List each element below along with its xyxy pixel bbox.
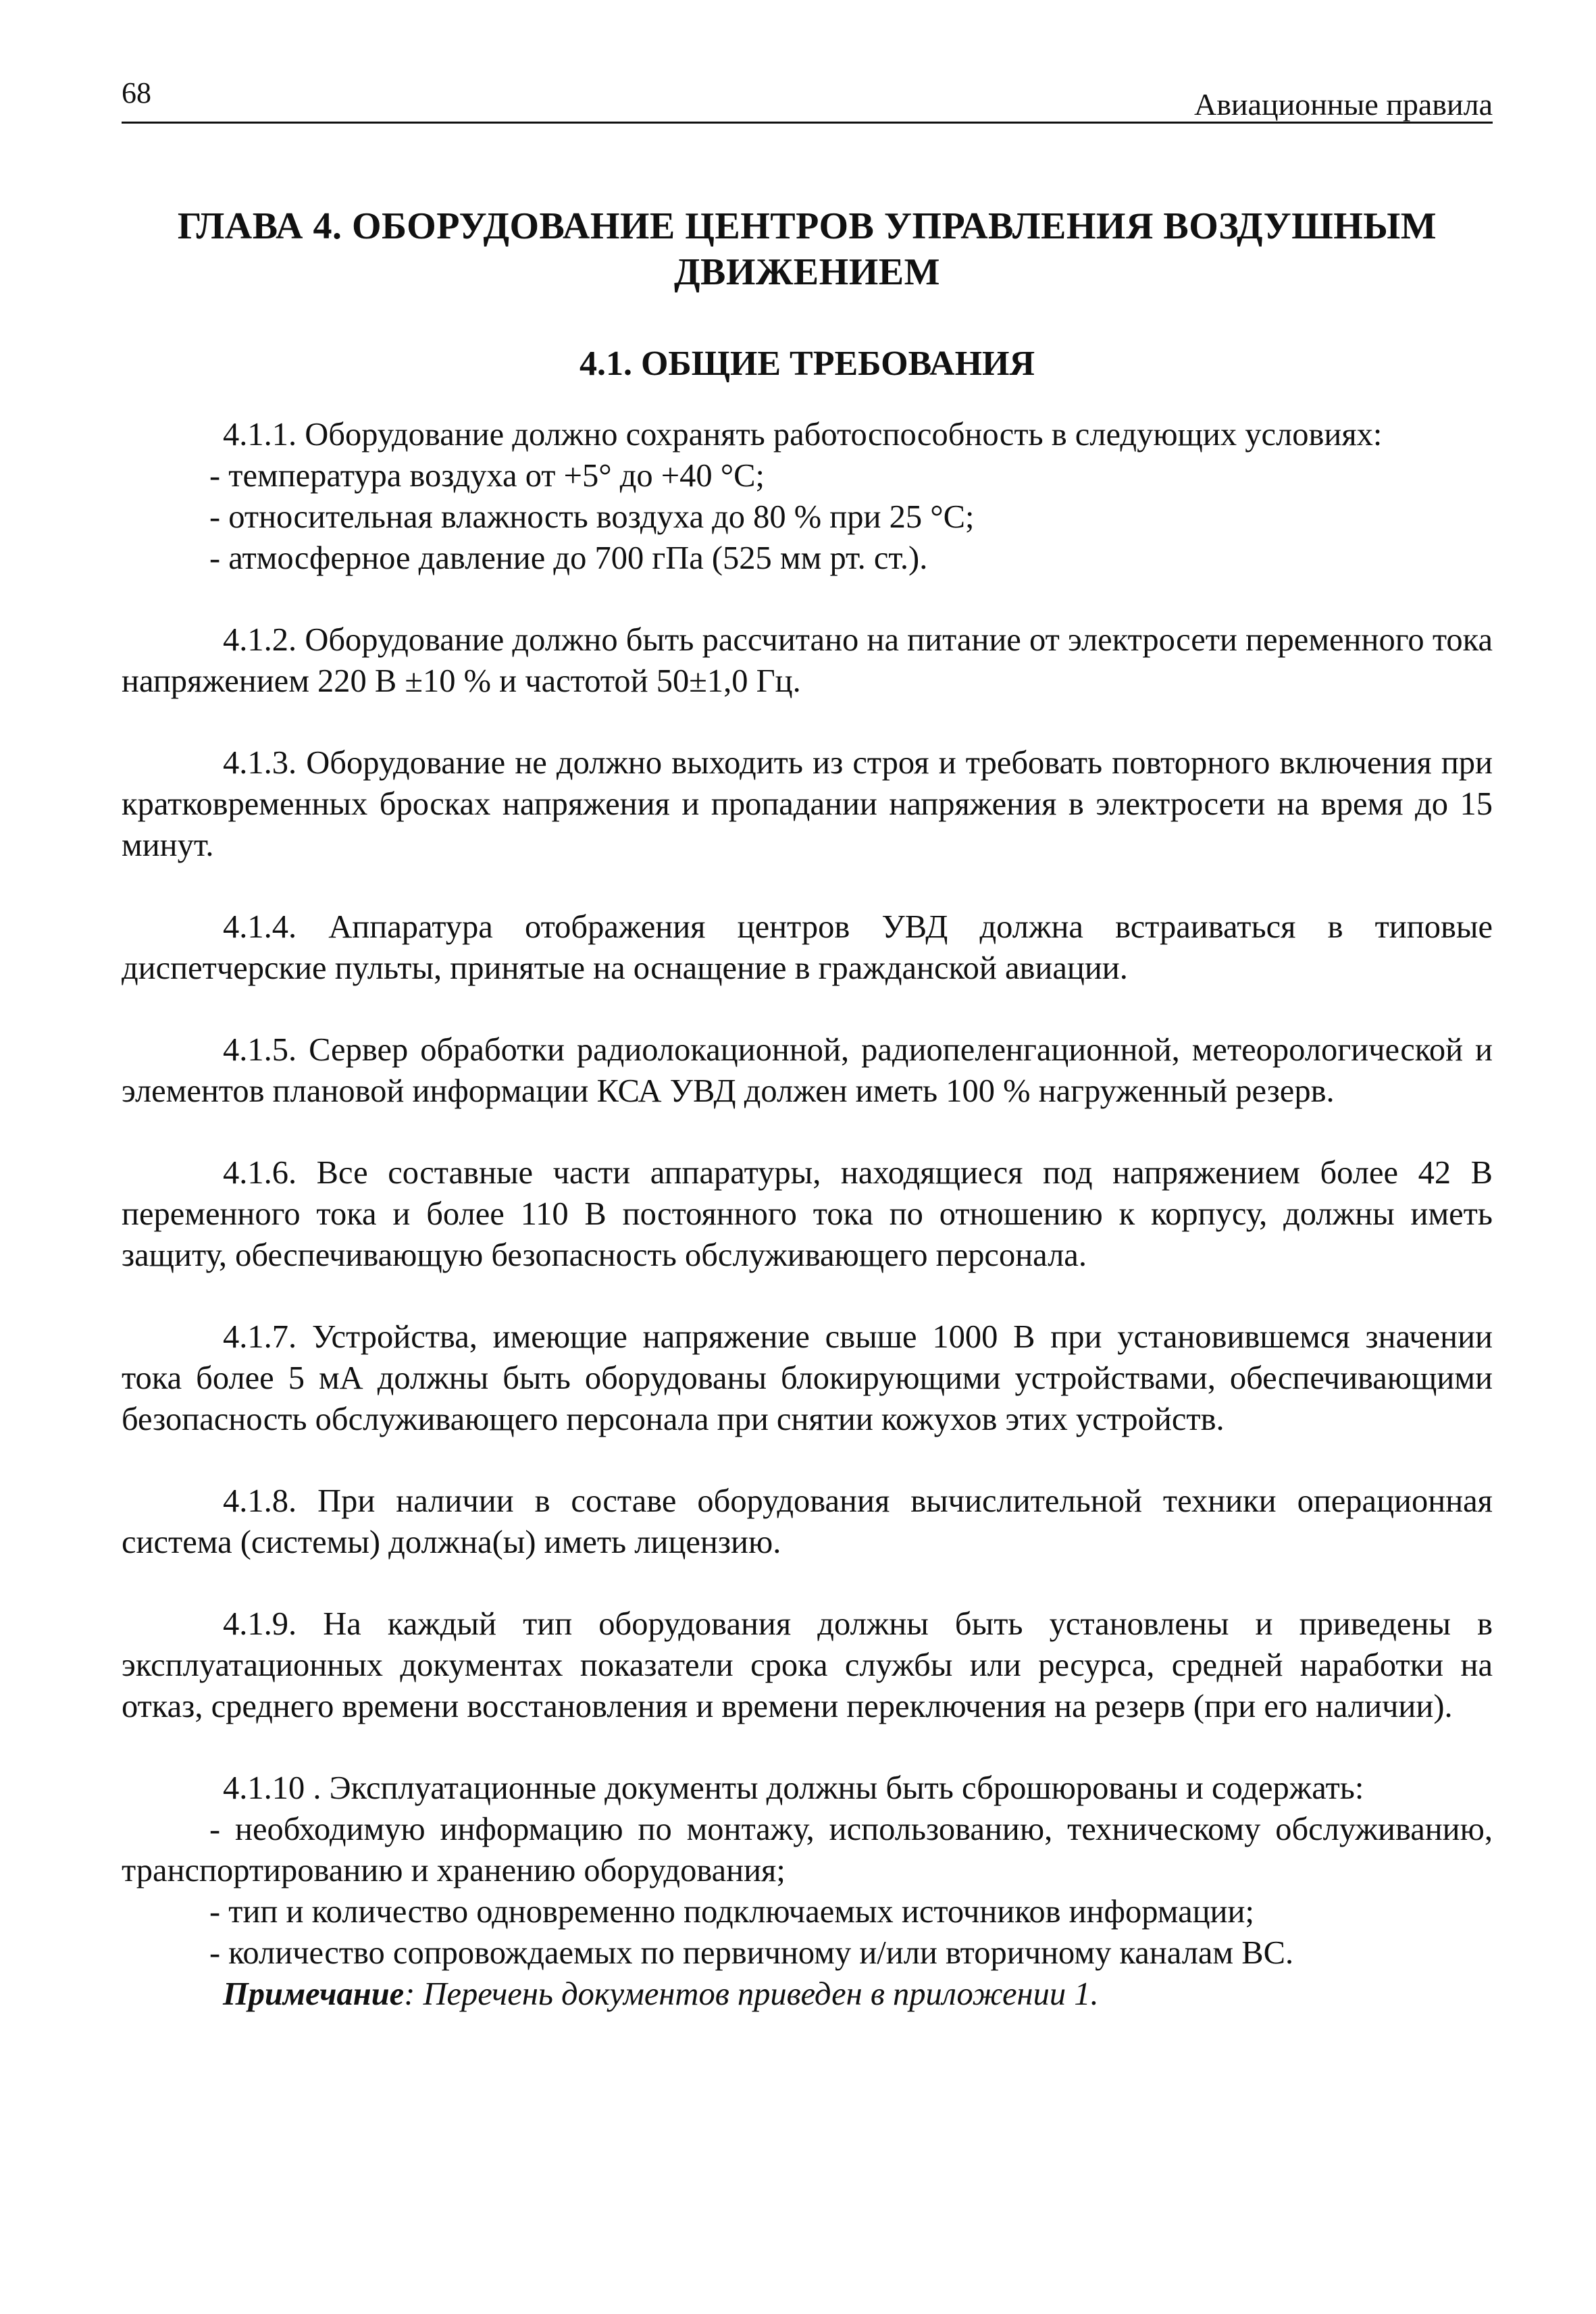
paragraph-4-1-5: 4.1.5. Сервер обработки радиолокационной, радиопеленгационной, метеорологической и элементов плановой информации КСА УВД должен иметь 100 % нагруженный резерв. (122, 1032, 1493, 1109)
paragraph-4-1-7: 4.1.7. Устройства, имеющие напряжение свыше 1000 В при установившемся значении тока более 5 мА должны быть оборудованы блокирующими устройствами, обеспечивающими безопасность обслуживающего персонала при снятии кожухов этих устройств. (122, 1319, 1493, 1437)
note-text: : Перечень документов приведен в приложении 1. (404, 1976, 1099, 2012)
paragraph-4-1-8: 4.1.8. При наличии в составе оборудования вычислительной техники операционная система (системы) должна(ы) иметь лицензию. (122, 1483, 1493, 1560)
paragraph-4-1-6: 4.1.6. Все составные части аппаратуры, находящиеся под напряжением более 42 В переменного тока и более 110 В постоянного тока по отношению к корпусу, должны иметь защиту, обеспечивающую безопасность обслуживающего персонала. (122, 1155, 1493, 1273)
list-item-sources: - тип и количество одновременно подключаемых источников информации; (209, 1894, 1254, 1930)
running-title: Авиационные правила (1193, 87, 1493, 122)
page-number: 68 (122, 76, 151, 109)
list-item-info-mounting: - необходимую информацию по монтажу, использованию, техническому обслуживанию, транспортированию и хранению оборудования; (122, 1811, 1493, 1888)
list-item-pressure: - атмосферное давление до 700 гПа (525 мм рт. ст.). (209, 540, 928, 576)
paragraph-4-1-4: 4.1.4. Аппаратура отображения центров УВД должна встраиваться в типовые диспетчерские пульты, принятые на оснащение в гражданской авиации. (122, 909, 1493, 986)
note-label: Примечание (223, 1976, 405, 2012)
running-header (122, 68, 1493, 124)
paragraph-4-1-10: 4.1.10 . Эксплуатационные документы должны быть сброшюрованы и содержать: (223, 1770, 1364, 1806)
document-page (122, 68, 1493, 2015)
paragraph-4-1-1: 4.1.1. Оборудование должно сохранять работоспособность в следующих условиях: (223, 417, 1383, 453)
document-body (122, 414, 1493, 2015)
paragraph-4-1-2: 4.1.2. Оборудование должно быть рассчитано на питание от электросети переменного тока напряжением 220 В ±10 % и частотой 50±1,0 Гц. (122, 622, 1493, 699)
list-item-humidity: - относительная влажность воздуха до 80 % при 25 °С; (209, 499, 975, 535)
note (122, 1974, 1493, 2015)
list-item-channels: - количество сопровождаемых по первичному и/или вторичному каналам ВС. (209, 1935, 1294, 1971)
section-title: 4.1. ОБЩИЕ ТРЕБОВАНИЯ (579, 344, 1035, 383)
list-item-temperature: - температура воздуха от +5° до +40 °С; (209, 458, 765, 494)
paragraph-4-1-9: 4.1.9. На каждый тип оборудования должны быть установлены и приведены в эксплуатационных документах показатели срока службы или ресурса, средней наработки на отказ, среднего времени восстановления и времени переключения на резерв (при его наличии). (122, 1606, 1493, 1724)
paragraph-4-1-3: 4.1.3. Оборудование не должно выходить из строя и требовать повторного включения при кратковременных бросках напряжения и пропадании напряжения в электросети на время до 15 минут. (122, 745, 1493, 863)
chapter-title: ГЛАВА 4. ОБОРУДОВАНИЕ ЦЕНТРОВ УПРАВЛЕНИЯ ВОЗДУШНЫМ ДВИЖЕНИЕМ (177, 205, 1437, 293)
